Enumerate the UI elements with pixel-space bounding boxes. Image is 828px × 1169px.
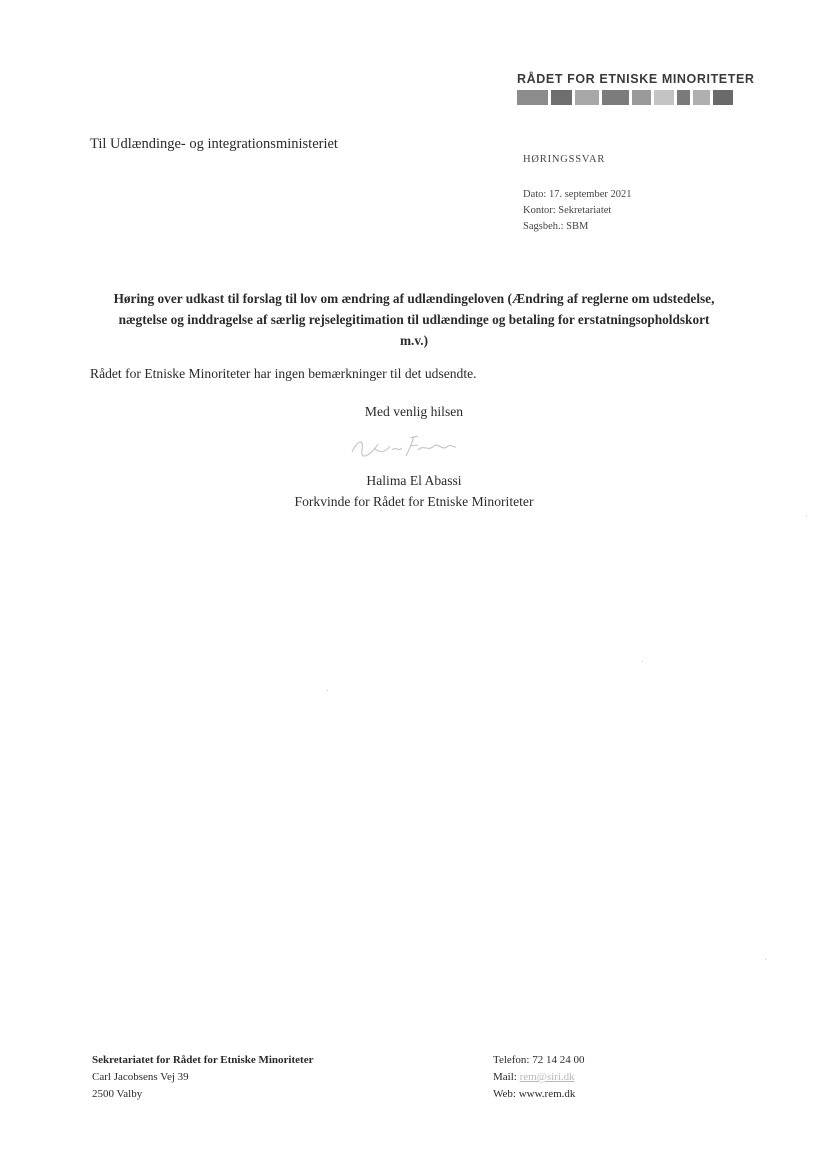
signer-title: Forkvinde for Rådet for Etniske Minoriteter [294, 494, 534, 509]
body-paragraph: Rådet for Etniske Minoriteter har ingen bemærkninger til det udsendte. [90, 366, 477, 381]
case-handler-line: Sagsbeh.: SBM [523, 221, 589, 232]
footer-city: 2500 Valby [92, 1088, 143, 1100]
office-line: Kontor: Sekretariatet [523, 205, 612, 216]
document-title: Høring over udkast til forslag til lov om ændring af udlændingeloven (Ændring af reglerne om udstedelse, nægtelse og inddragelse af særlig rejselegitimation til udlændinge og betaling for erstatningsopholdskort m.v.) [113, 291, 715, 348]
footer-mail [493, 1069, 585, 1086]
logo-bar-segment [575, 90, 599, 105]
scan-speck [642, 661, 643, 662]
document-type: HØRINGSSVAR [523, 154, 606, 165]
document-meta [523, 152, 631, 235]
signer-name: Halima El Abassi [366, 473, 462, 488]
date-line: Dato: 17. september 2021 [523, 189, 632, 200]
logo-bar-segment [632, 90, 650, 105]
organization-logo-text: RÅDET FOR ETNISKE MINORITETER [517, 72, 755, 86]
logo-bar-segment [517, 90, 548, 105]
scan-speck [765, 959, 766, 960]
closing-greeting: Med venlig hilsen [364, 404, 464, 419]
logo-bar-segment [693, 90, 710, 105]
logo-bar-segment [654, 90, 674, 105]
footer-web[interactable]: Web: www.rem.dk [493, 1088, 576, 1100]
footer-mail-label: Mail: [493, 1071, 517, 1083]
footer-org: Sekretariatet for Rådet for Etniske Minoriteter [92, 1054, 314, 1066]
footer-street: Carl Jacobsens Vej 39 [92, 1071, 189, 1083]
logo-color-bar [517, 90, 733, 105]
scan-speck [806, 516, 807, 517]
signer-block [0, 470, 828, 512]
logo-bar-segment [713, 90, 733, 105]
footer-mail-link[interactable]: rem@siri.dk [519, 1071, 575, 1083]
recipient-line: Til Udlændinge- og integrationsministeriet [90, 136, 338, 152]
logo-bar-segment [602, 90, 630, 105]
scan-speck [327, 690, 328, 691]
footer-contact [493, 1052, 585, 1103]
handwritten-signature [348, 430, 460, 460]
footer-phone: Telefon: 72 14 24 00 [493, 1054, 585, 1066]
logo-bar-segment [677, 90, 690, 105]
footer-address [92, 1052, 313, 1103]
logo-bar-segment [551, 90, 571, 105]
